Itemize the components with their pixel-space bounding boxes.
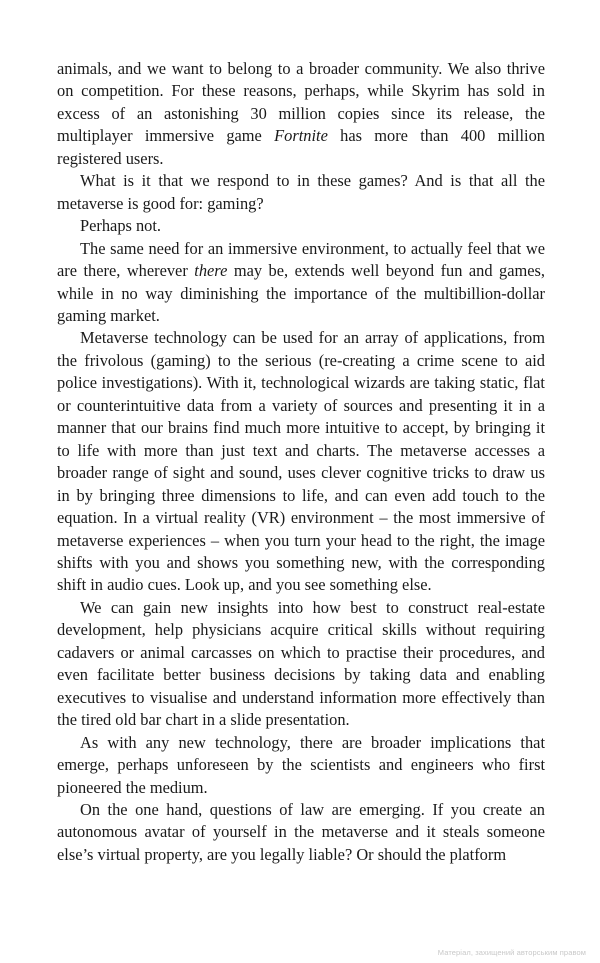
game-title-emphasis: Fortnite bbox=[274, 126, 328, 146]
paragraph-text: On the one hand, questions of law are emerging. If you create an autonomous avatar of yourself in the metaverse and it steals someone else’s virtual property, are you legally liable? Or should the platform bbox=[57, 799, 545, 864]
paragraph-text: The same need for an immersive environment, to actually feel that we are there, wherever bbox=[57, 238, 545, 281]
paragraph bbox=[57, 597, 545, 732]
paragraph-text: may be, extends well beyond fun and games, while in no way diminishing the importance of the multibillion-dollar gaming market. bbox=[57, 261, 546, 325]
paragraph-text: Metaverse technology can be used for an array of applications, from the frivolous (gaming) to the serious (re-creating a crime scene to aid police investigations). With it, technological wizards are taking static, flat or counterintuitive data from a variety of sources and presenting it in a manner that our brains find much more intuitive to accept, by bringing it to life with more than just text and charts. The metaverse accesses a broader range of sight and sound, uses clever cognitive tricks to draw us in by bringing three dimensions to life, and can even add touch to the equation. In a virtual reality (VR) environment – the most immersive of metaverse experiences – when you turn your head to the right, the image shifts with you and shows you something new, with the corresponding shift in audio cues. Look up, and you see something else. bbox=[57, 328, 545, 595]
page-body bbox=[57, 58, 545, 866]
paragraph bbox=[57, 215, 545, 237]
paragraph-text: We can gain new insights into how best to construct real-estate development, help physicians acquire critical skills without requiring cadavers or animal carcasses on which to practise their procedures, and even facilitate better business decisions by taking data and enabling executives to visualise and understand information more effectively than the tired old bar chart in a slide presentation. bbox=[57, 597, 545, 730]
copyright-watermark: Матеріал, захищений авторським правом bbox=[437, 948, 586, 957]
paragraph-text: Perhaps not. bbox=[80, 216, 162, 236]
paragraph-text: animals, and we want to belong to a broader community. We also thrive on competition. For these reasons, perhaps, while Skyrim has sold in excess of an astonishing 30 million copies since its release, the multiplayer immersive game bbox=[57, 59, 545, 146]
emphasis-there: there bbox=[194, 261, 228, 281]
paragraph bbox=[57, 799, 545, 866]
paragraph bbox=[57, 58, 545, 170]
paragraph-text: has more than 400 million registered users. bbox=[57, 126, 545, 168]
paragraph bbox=[57, 170, 545, 215]
paragraph-text: What is it that we respond to in these games? And is that all the metaverse is good for: gaming? bbox=[57, 171, 545, 213]
paragraph bbox=[57, 238, 545, 328]
paragraph bbox=[57, 732, 545, 799]
paragraph bbox=[57, 327, 545, 596]
paragraph-text: As with any new technology, there are broader implications that emerge, perhaps unforeseen by the scientists and engineers who first pioneered the medium. bbox=[57, 732, 545, 797]
